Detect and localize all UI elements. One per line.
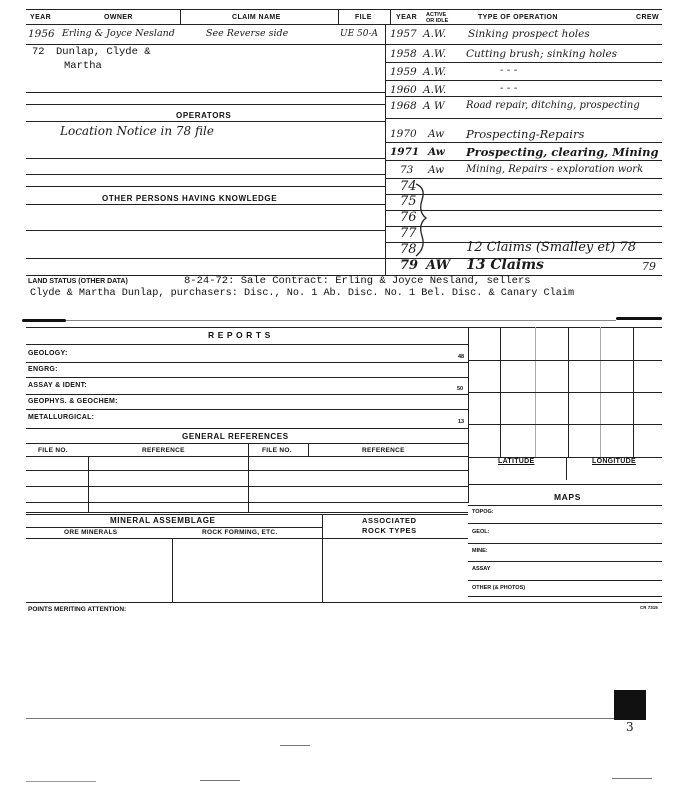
owner-year: 1956 [28,28,55,40]
associated-label-1: ASSOCIATED [362,516,417,525]
map-geol: GEOL: [472,529,490,535]
other-persons-title: OTHER PERSONS HAVING KNOWLEDGE [102,194,278,203]
header-file: FILE [355,14,372,21]
op-year-10: 76 [400,210,417,225]
operators-title: OPERATORS [176,111,232,120]
op-status-2: A.W. [423,66,447,78]
report-geology: GEOLOGY: [28,350,68,357]
dark-rule-right [616,317,662,320]
file-ref: UE 50-A [340,29,379,39]
land-status-label: LAND STATUS (OTHER DATA) [28,278,128,285]
header-crew: CREW [636,14,659,21]
associated-label-2: ROCK TYPES [362,526,417,535]
op-year-8: 74 [400,179,417,194]
form-number: CR 7315 [640,605,658,610]
owner-typed-line2: Martha [64,60,102,72]
op-type-0: Sinking prospect holes [468,28,590,40]
op-year-13: 79 [400,258,419,273]
report-metallurgical: METALLURGICAL: [28,414,95,421]
op-status-4: A W [423,100,445,112]
op-year-6: 1971 [390,146,420,158]
reports-title: R E P O R T S [208,330,271,340]
op-year-9: 75 [400,194,417,209]
op-type-12: 12 Claims (Smalley et) 78 [466,240,637,255]
ore-minerals-label: ORE MINERALS [64,529,118,536]
year-brace-mark [412,182,438,258]
gr-file-no-2: FILE NO. [262,447,292,454]
op-status-0: A.W. [423,28,447,40]
op-status-13: AW [426,258,451,273]
header-claim-name: CLAIM NAME [232,14,281,21]
op-type-13: 13 Claims [466,257,544,273]
maps-title: MAPS [554,492,581,502]
land-status-line1: 8-24-72: Sale Contract: Erling & Joyce Nesland, sellers [184,275,531,287]
map-topog: TOPOG: [472,509,494,515]
gr-reference-2: REFERENCE [362,447,405,454]
op-year-12: 78 [400,242,417,257]
op-year-11: 77 [400,226,417,241]
op-type-1: Cutting brush; sinking holes [466,48,618,60]
op-status-6: Aw [428,146,445,158]
op-year-4: 1968 [390,100,417,112]
op-year-3: 1960 [390,84,417,96]
op-year-0: 1957 [390,28,417,40]
report-engrg: ENGRG: [28,366,58,373]
op-status-5: Aw [428,128,445,140]
claim-name: See Reverse side [206,28,289,39]
op-status-1: A.W. [423,48,447,60]
op-year-1: 1958 [390,48,417,60]
page-mark: 3 [626,720,634,734]
header-year: YEAR [30,14,52,21]
header-year-2: YEAR [396,14,418,21]
op-year-5: 1970 [390,128,417,140]
points-label: POINTS MERITING ATTENTION: [28,606,127,613]
longitude-label: LONGITUDE [592,458,636,465]
header-type-of-operation: TYPE OF OPERATION [478,14,558,21]
gr-file-no-1: FILE NO. [38,447,68,454]
op-type-4: Road repair, ditching, prospecting [466,100,640,111]
latitude-label: LATITUDE [498,458,535,465]
map-assay: ASSAY [472,566,491,572]
header-active-idle: ACTIVE OR IDLE [426,12,449,24]
rock-forming-label: ROCK FORMING, ETC. [202,529,278,536]
report-geology-num: 48 [458,354,465,360]
op-type-6: Prospecting, clearing, Mining [466,145,659,159]
op-type-5: Prospecting-Repairs [466,127,585,141]
op-crew-13: 79 [642,260,656,273]
dark-rule-left [22,319,66,322]
owner-typed-line1: Dunlap, Clyde & [56,46,151,58]
op-status-3: A.W. [423,84,447,96]
map-other: OTHER (& PHOTOS) [472,585,526,591]
operators-entry: Location Notice in 78 file [60,124,214,138]
report-metallurgical-num: 13 [458,419,465,425]
report-geophys: GEOPHYS. & GEOCHEM: [28,398,118,405]
black-registration-mark [614,690,646,720]
op-type-2: - - - [500,64,518,76]
op-year-2: 1959 [390,66,417,78]
op-year-7: 73 [400,164,414,176]
op-type-7: Mining, Repairs - exploration work [466,164,644,175]
owner-typed-year: 72 [32,46,45,58]
report-assay-num: 50 [457,386,464,392]
op-type-3: - - - [500,82,518,94]
report-assay: ASSAY & IDENT: [28,382,88,389]
op-status-7: Aw [428,164,445,176]
land-status-line2: Clyde & Martha Dunlap, purchasers: Disc., No. 1 Ab. Disc. No. 1 Bel. Disc. & Canary Claim [30,288,575,299]
general-references-title: GENERAL REFERENCES [182,432,289,441]
mineral-title: MINERAL ASSEMBLAGE [110,516,216,525]
map-mine: MINE: [472,548,488,554]
header-owner: OWNER [104,14,133,21]
owner-name: Erling & Joyce Nesland [62,28,175,39]
gr-reference-1: REFERENCE [142,447,185,454]
